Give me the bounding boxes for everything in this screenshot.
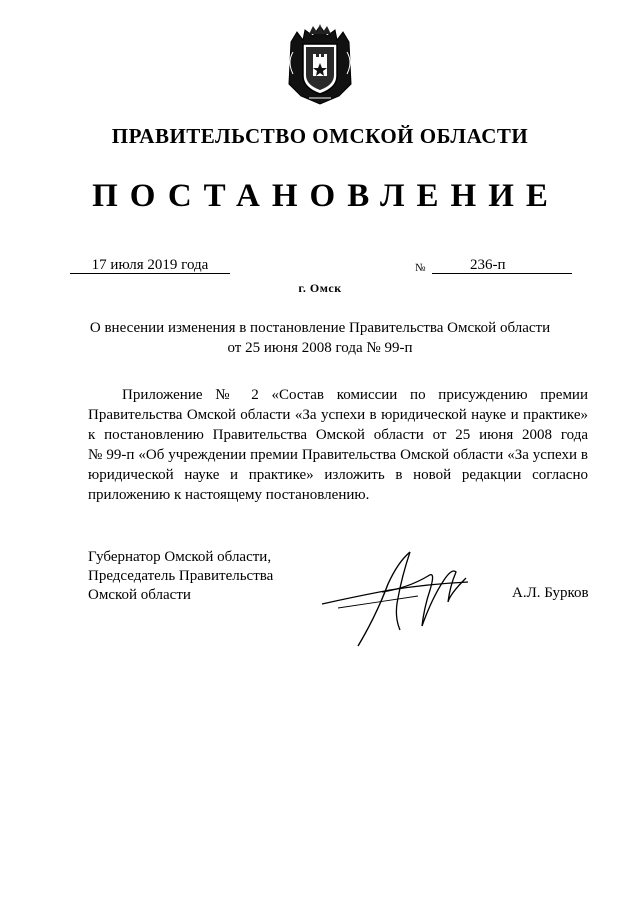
subject-line: О внесении изменения в постановление Правительства Омской области xyxy=(89,320,551,336)
signature-icon xyxy=(318,546,498,651)
document-subject xyxy=(80,318,560,358)
signer-name: А.Л. Бурков xyxy=(512,585,589,601)
signer-title-line: Губернатор Омской области, xyxy=(88,549,272,565)
body-line: к постановлению Правительства Омской области от 25 июня 2008 года xyxy=(88,427,588,443)
document-number: 236-п xyxy=(432,257,572,274)
document-body xyxy=(88,385,588,505)
signer-title xyxy=(88,548,273,605)
body-line: приложению к настоящему постановлению. xyxy=(88,487,370,503)
organization-name: ПРАВИТЕЛЬСТВО ОМСКОЙ ОБЛАСТИ xyxy=(111,124,529,148)
body-line: Приложение № 2 «Состав комиссии по присуждению премии xyxy=(122,387,588,403)
document-type-title: ПОСТАНОВЛЕНИЕ xyxy=(92,178,560,214)
document-date: 17 июля 2019 года xyxy=(70,257,230,274)
subject-line: от 25 июня 2008 года № 99-п xyxy=(227,340,413,356)
coat-of-arms-icon xyxy=(283,22,357,106)
number-sign-label: № xyxy=(415,262,426,274)
signer-title-line: Омской области xyxy=(88,587,191,603)
body-line: № 99-п «Об учреждении премии Правительства Омской области «За успехи в xyxy=(88,447,588,463)
city-label: г. Омск xyxy=(298,281,342,295)
body-line: юридической науке и практике» изложить в новой редакции согласно xyxy=(88,467,588,483)
signer-title-line: Председатель Правительства xyxy=(88,568,274,584)
body-line: Правительства Омской области «За успехи в юридической науке и практике» xyxy=(88,407,588,423)
